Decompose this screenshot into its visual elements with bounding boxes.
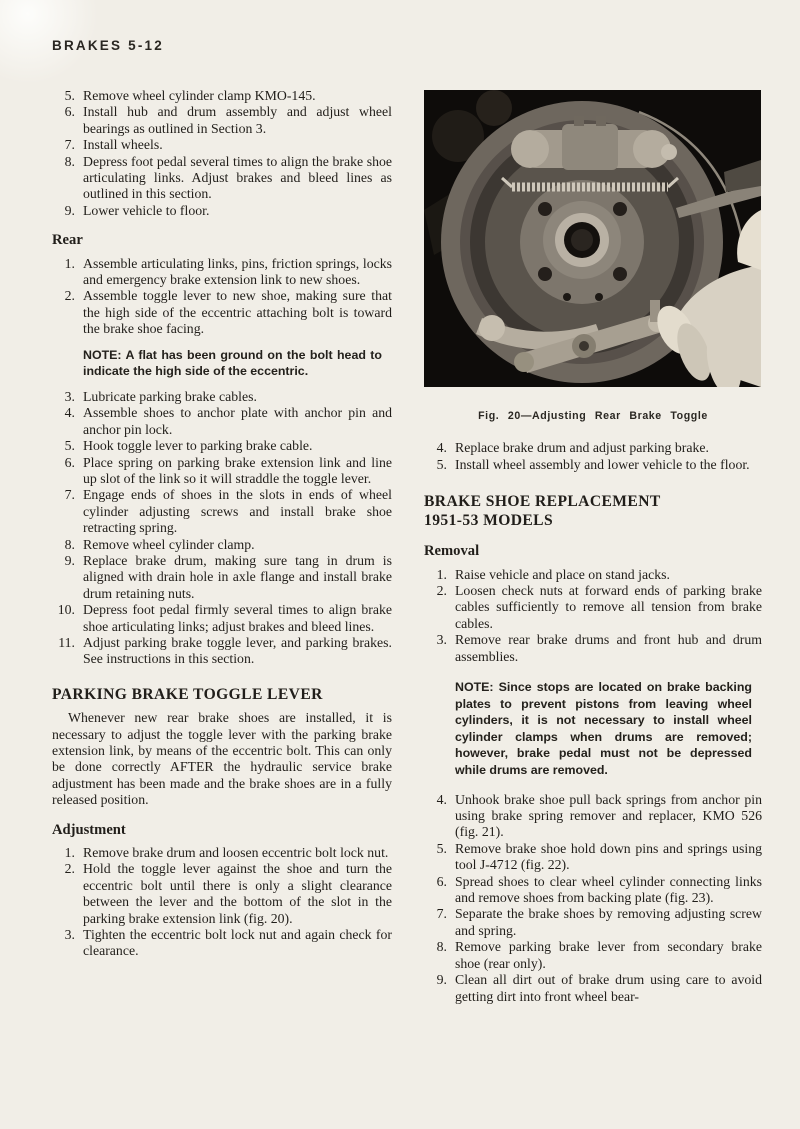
list-item-number: 9. [64, 552, 75, 568]
list-item-number: 8. [64, 536, 75, 552]
list-item [52, 455, 392, 488]
list-item-text: Replace brake drum, making sure tang in drum is aligned with drain hole in axle flange and install brake drum retaining nuts. [83, 552, 392, 601]
paragraph-text: Whenever new rear brake shoes are installed, it is necessary to adjust the toggle lever with the parking brake extension link, by means of the eccentric bolt. This can only be done correctly AFTER the hydraulic service brake adjustment has been made and the brake shoes are in a fully released position. [52, 710, 392, 808]
list-item [52, 104, 392, 137]
figure-photo-brake-assembly [424, 90, 761, 387]
list-item-number: 3. [64, 388, 75, 404]
list-item-number: 7. [64, 137, 75, 153]
list-item-number: 4. [436, 791, 447, 807]
brake-shoe-replacement-heading [424, 493, 762, 530]
note-block: NOTE: A flat has been ground on the bolt head to indicate the high side of the eccentric. [83, 347, 382, 379]
list-item [52, 389, 392, 405]
list-item-number: 2. [64, 288, 75, 304]
list-item-text: Remove wheel cylinder clamp. [83, 536, 255, 552]
list-item [52, 537, 392, 553]
list-item-number: 3. [64, 927, 75, 943]
list-item-number: 5. [64, 88, 75, 103]
list-item-text: Install wheel assembly and lower vehicle to the floor. [455, 456, 750, 472]
list-item-number: 4. [64, 405, 75, 421]
install-steps-list [52, 88, 392, 219]
removal-steps-list-a [424, 567, 762, 665]
heading-line-1: BRAKE SHOE REPLACEMENT [424, 493, 661, 511]
list-item [52, 405, 392, 438]
adjustment-steps-list [52, 845, 392, 960]
list-item-number: 7. [64, 487, 75, 503]
list-item-text: Hold the toggle lever against the shoe and turn the eccentric bolt until there is only a slight clearance between the lever and the bottom of the slot in the parking brake extension link (fig. 20). [83, 861, 392, 926]
list-item-text: Install hub and drum assembly and adjust wheel bearings as outlined in Section 3. [83, 104, 392, 136]
list-item-number: 6. [64, 454, 75, 470]
list-item-number: 5. [436, 456, 447, 472]
list-item-text: Remove rear brake drums and front hub and drum assemblies. [455, 632, 762, 664]
heading-line-2: 1951-53 MODELS [424, 511, 554, 529]
list-item-number: 5. [64, 438, 75, 454]
list-item-text: Depress foot pedal firmly several times to align brake shoe articulating links; adjust brakes and bleed lines. [83, 602, 392, 634]
list-item-text: Depress foot pedal several times to align the brake shoe articulating links. Adjust brakes and bleed lines as outlined in this section. [83, 153, 392, 202]
list-item [52, 861, 392, 927]
right-column [424, 90, 762, 1005]
toggle-lever-paragraph [52, 710, 392, 808]
rear-steps-list-b [52, 389, 392, 668]
list-item-text: Lubricate parking brake cables. [83, 388, 257, 404]
list-item-text: Remove brake drum and loosen eccentric bolt lock nut. [83, 845, 389, 861]
list-item-number: 8. [64, 153, 75, 169]
list-item [52, 88, 392, 104]
list-item [52, 203, 392, 219]
list-item [52, 487, 392, 536]
list-item [52, 602, 392, 635]
replace-drum-steps-list [424, 440, 762, 473]
list-item-text: Assemble shoes to anchor plate with anchor pin and anchor pin lock. [83, 405, 392, 437]
removal-heading: Removal [424, 543, 480, 560]
parking-brake-toggle-lever-heading: PARKING BRAKE TOGGLE LEVER [52, 685, 323, 703]
list-item-text: Hook toggle lever to parking brake cable. [83, 438, 313, 454]
brake-assembly-photo-illustration [424, 90, 761, 387]
list-item [424, 972, 762, 1005]
list-item-text: Lower vehicle to floor. [83, 202, 210, 218]
list-item [52, 154, 392, 203]
left-column [52, 88, 392, 960]
list-item-text: Assemble articulating links, pins, friction springs, locks and emergency brake extension link to new shoes. [83, 255, 392, 288]
list-item [52, 927, 392, 960]
rear-heading: Rear [52, 232, 83, 249]
list-item-text: Place spring on parking brake extension link and line up slot of the link so it will straddle the toggle lever. [83, 454, 392, 486]
note-block: NOTE: Since stops are located on brake backing plates to prevent pistons from leaving wheel cylinders, it is not necessary to install wheel cylinder clamps when drums are removed; however, brake pedal must not be depressed while drums are removed. [455, 680, 752, 778]
removal-steps-list-b [424, 792, 762, 1005]
list-item [52, 635, 392, 668]
list-item-number: 1. [64, 255, 75, 271]
list-item-text: Separate the brake shoes by removing adjusting screw and spring. [455, 906, 762, 938]
list-item [52, 553, 392, 602]
rear-steps-list-a [52, 256, 392, 338]
list-item [424, 841, 762, 874]
list-item [424, 457, 762, 473]
list-item-number: 9. [64, 202, 75, 218]
list-item-number: 10. [57, 602, 75, 618]
list-item-text: Unhook brake shoe pull back springs from anchor pin using brake spring remover and replacer, KMO 526 (fig. 21). [455, 791, 762, 840]
list-item-text: Assemble toggle lever to new shoe, making sure that the high side of the eccentric attaching bolt is toward the brake shoe facing. [83, 288, 392, 337]
adjustment-heading: Adjustment [52, 821, 126, 838]
list-item [52, 256, 392, 289]
list-item [424, 906, 762, 939]
list-item [424, 632, 762, 665]
list-item-text: Adjust parking brake toggle lever, and parking brakes. See instructions in this section. [83, 634, 392, 667]
list-item [424, 440, 762, 456]
list-item [424, 567, 762, 583]
list-item [424, 792, 762, 841]
list-item-text: Raise vehicle and place on stand jacks. [455, 566, 670, 582]
list-item-number: 1. [436, 566, 447, 582]
list-item-number: 8. [436, 939, 447, 955]
list-item-number: 6. [436, 873, 447, 889]
list-item-number: 9. [436, 972, 447, 988]
list-item [52, 288, 392, 337]
list-item-text: Loosen check nuts at forward ends of parking brake cables sufficiently to remove all tension from brake cables. [455, 583, 762, 631]
list-item-text: Replace brake drum and adjust parking brake. [455, 440, 709, 456]
list-item-number: 1. [64, 845, 75, 861]
list-item-text: Remove wheel cylinder clamp KMO-145. [83, 88, 316, 103]
list-item-number: 5. [436, 840, 447, 856]
list-item-number: 7. [436, 906, 447, 922]
list-item-text: Install wheels. [83, 137, 163, 153]
list-item-text: Clean all dirt out of brake drum using care to avoid getting dirt into front wheel bear- [455, 972, 762, 1004]
list-item [424, 583, 762, 632]
list-item-number: 2. [436, 583, 447, 599]
list-item-number: 11. [58, 634, 75, 650]
list-item-text: Engage ends of shoes in the slots in ends of wheel cylinder adjusting screws and install brake shoe retracting spring. [83, 487, 392, 536]
list-item-number: 4. [436, 440, 447, 456]
list-item [424, 939, 762, 972]
list-item [424, 874, 762, 907]
list-item [52, 438, 392, 454]
list-item [52, 845, 392, 861]
list-item-number: 2. [64, 861, 75, 877]
list-item-number: 3. [436, 632, 447, 648]
list-item-text: Tighten the eccentric bolt lock nut and again check for clearance. [83, 927, 392, 959]
list-item-text: Remove parking brake lever from secondary brake shoe (rear only). [455, 939, 762, 971]
list-item-number: 6. [64, 104, 75, 120]
list-item [52, 137, 392, 153]
list-item-text: Spread shoes to clear wheel cylinder connecting links and remove shoes from backing plate (fig. 23). [455, 873, 762, 906]
list-item-text: Remove brake shoe hold down pins and springs using tool J-4712 (fig. 22). [455, 840, 762, 873]
figure-caption: Fig. 20—Adjusting Rear Brake Toggle [478, 410, 708, 422]
page-header: BRAKES 5-12 [52, 38, 164, 53]
